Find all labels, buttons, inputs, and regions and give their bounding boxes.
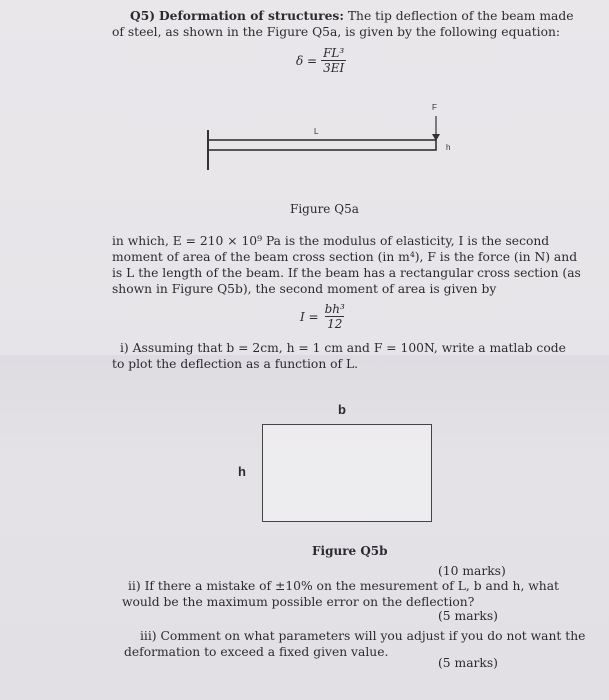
question-title: Deformation of structures: [159, 8, 344, 23]
force-label: F [432, 103, 437, 112]
equation1-denominator: 3EI [323, 61, 345, 75]
body-line1: in which, E = 210 × 10⁹ Pa is the modulus of elasticity, I is the second [112, 234, 550, 248]
length-label: L [314, 127, 319, 136]
part-ii-marks: (5 marks) [438, 609, 498, 623]
part-iii-line2: deformation to exceed a fixed given value. [124, 645, 389, 659]
cross-section-rectangle [262, 424, 432, 522]
question-header [130, 8, 574, 24]
part-i-marks: (10 marks) [438, 564, 506, 578]
question-intro-line1: The tip deflection of the beam made [347, 9, 574, 23]
part-i-line2: to plot the deflection as a function of L. [112, 357, 359, 371]
body-line2: moment of area of the beam cross section (in m⁴), F is the force (in N) and [112, 250, 578, 264]
part-iii-marks: (5 marks) [438, 656, 498, 670]
equation2-denominator: 12 [327, 317, 343, 331]
question-intro-line2: of steel, as shown in the Figure Q5a, is given by the following equation: [112, 25, 561, 39]
figure-q5a-caption: Figure Q5a [290, 202, 359, 216]
question-number: Q5) [130, 8, 156, 23]
height-label-h: h [238, 464, 246, 479]
body-line3: is L the length of the beam. If the beam has a rectangular cross section (as [112, 266, 581, 280]
height-label: h [446, 143, 451, 152]
equation1-lhs: δ = [296, 53, 318, 68]
body-line4: shown in Figure Q5b), the second moment of area is given by [112, 282, 497, 296]
part-ii-line1: ii) If there a mistake of ±10% on the mesurement of L, b and h, what [128, 579, 559, 593]
part-iii-line1: iii) Comment on what parameters will you adjust if you do not want the [140, 629, 586, 643]
equation2-numerator: bh³ [324, 302, 345, 316]
width-label-b: b [338, 402, 346, 417]
equation1-numerator: FL³ [323, 46, 345, 60]
deflection-equation [296, 46, 346, 75]
second-moment-equation [300, 302, 347, 331]
part-ii-line2: would be the maximum possible error on the deflection? [122, 595, 475, 609]
equation2-lhs: I = [300, 309, 319, 324]
beam [208, 140, 436, 150]
figure-q5b-caption: Figure Q5b [312, 544, 388, 558]
figure-q5a-beam-diagram [190, 98, 460, 178]
part-i-line1: i) Assuming that b = 2cm, h = 1 cm and F = 100N, write a matlab code [120, 341, 566, 355]
